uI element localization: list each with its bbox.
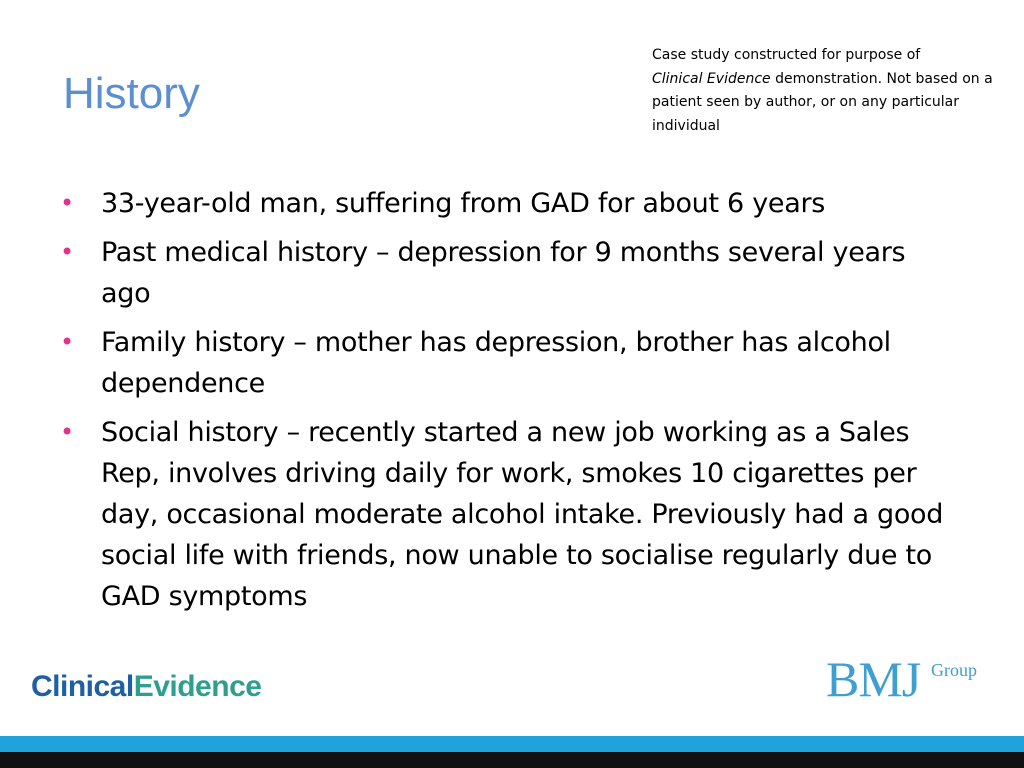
slide-title: History [63,69,200,118]
bullet-icon: • [60,238,74,266]
logo-part-evidence: Evidence [133,670,262,703]
bmj-logo-text: BMJ [826,651,921,707]
note-text-start: Case study constructed for purpose of [652,47,921,63]
bullet-list [60,183,960,625]
bullet-item [60,322,960,404]
note-italic: Clinical Evidence [652,70,771,87]
footer-bar-blue [0,736,1024,752]
bullet-item [60,183,960,224]
bullet-icon: • [60,189,74,217]
bullet-text: Past medical history – depression for 9 months several years ago [101,237,906,309]
group-logo-text: Group [931,660,977,680]
bullet-item [60,232,960,314]
disclaimer-note [652,44,997,138]
bullet-text: 33-year-old man, suffering from GAD for about 6 years [101,188,826,219]
bullet-icon: • [60,418,74,446]
bmj-group-logo [826,650,996,720]
bullet-text: Social history – recently started a new job working as a Sales Rep, involves driving daily for work, smokes 10 cigarettes per day, occasional moderate alcohol intake. Previously had a good social life with friends, now unable to socialise regularly due to GAD symptoms [101,417,944,612]
footer-bar-black [0,752,1024,768]
bullet-icon: • [60,328,74,356]
bullet-text: Family history – mother has depression, brother has alcohol dependence [101,327,891,399]
clinical-evidence-logo [31,670,261,704]
logo-part-clinical: Clinical [31,670,134,703]
bullet-item [60,412,960,617]
note-text-end: demonstration. Not based on a patient seen by author, or on any particular individual [652,70,993,134]
